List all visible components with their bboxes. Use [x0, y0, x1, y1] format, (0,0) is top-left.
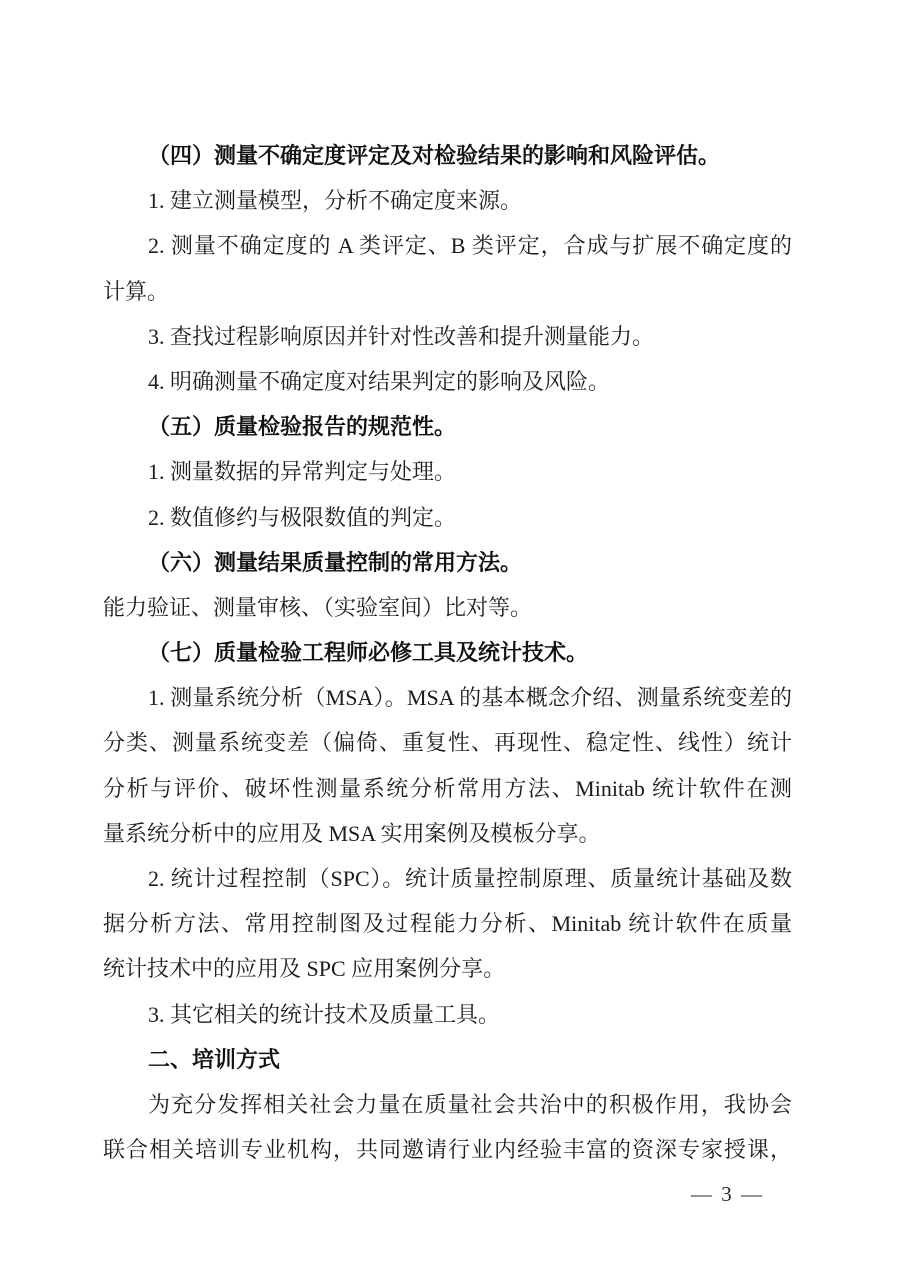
text-line: 1. 建立测量模型，分析不确定度来源。 [148, 188, 523, 214]
text-line: 2. 数值修约与极限数值的判定。 [148, 504, 457, 530]
text-line: 据分析方法、常用控制图及过程能力分析、Minitab 统计软件在质量 [103, 911, 792, 937]
text-line: 联合相关培训专业机构，共同邀请行业内经验丰富的资深专家授课， [103, 1137, 792, 1163]
text-line: 量系统分析中的应用及 MSA 实用案例及模板分享。 [103, 820, 601, 846]
section-heading-line: （六）测量结果质量控制的常用方法。 [148, 549, 523, 575]
text-line: 计算。 [103, 278, 170, 304]
text-line: 分类、测量系统变差（偏倚、重复性、再现性、稳定性、线性）统计 [103, 730, 792, 756]
section-heading-line: （五）质量检验报告的规范性。 [148, 414, 457, 440]
text-line: 统计技术中的应用及 SPC 应用案例分享。 [103, 956, 506, 982]
page-number: — 3 — [691, 1182, 764, 1207]
text-line: 2. 测量不确定度的 A 类评定、B 类评定，合成与扩展不确定度的 [148, 233, 792, 259]
section-heading-line: （七）质量检验工程师必修工具及统计技术。 [148, 640, 589, 666]
major-section-heading: 二、培训方式 [148, 1046, 281, 1072]
text-line: 3. 查找过程影响原因并针对性改善和提升测量能力。 [148, 323, 655, 349]
text-line: 能力验证、测量审核、（实验室间）比对等。 [103, 594, 533, 620]
text-line: 2. 统计过程控制（SPC）。统计质量控制原理、质量统计基础及数 [148, 866, 792, 891]
text-line: 1. 测量数据的异常判定与处理。 [148, 459, 457, 485]
section-heading-line: （四）测量不确定度评定及对检验结果的影响和风险评估。 [148, 143, 721, 168]
text-line: 分析与评价、破坏性测量系统分析常用方法、Minitab 统计软件在测 [103, 775, 792, 801]
text-line: 1. 测量系统分析（MSA）。MSA 的基本概念介绍、测量系统变差的 [148, 685, 792, 711]
text-line: 3. 其它相关的统计技术及质量工具。 [148, 1001, 501, 1027]
document-body [103, 133, 792, 1218]
text-line: 4. 明确测量不确定度对结果判定的影响及风险。 [148, 368, 611, 394]
text-line: 为充分发挥相关社会力量在质量社会共治中的积极作用，我协会 [148, 1091, 792, 1117]
